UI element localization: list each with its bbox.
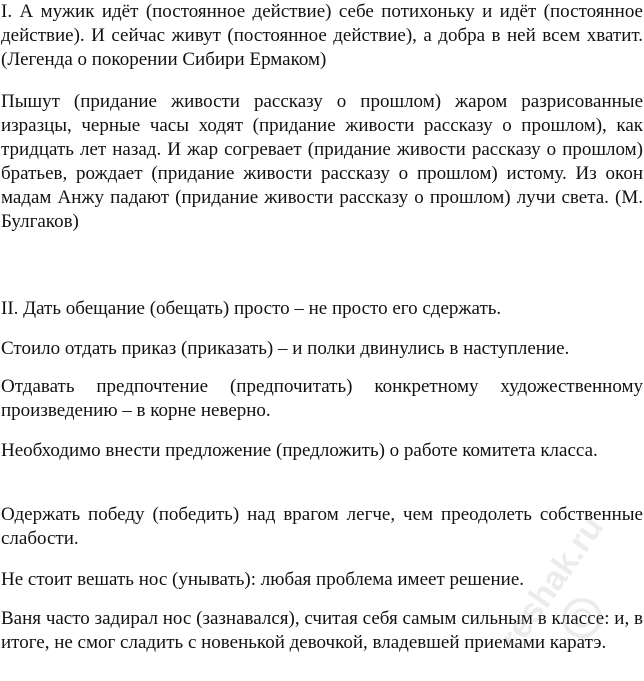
paragraph-section-one-intro: I. А мужик идёт (постоянное действие) себе потихоньку и идёт (постоянное действие). И сейчас живут (постоянное действие), а добра в ней всем хватит. (Легенда о покорении Сибири Ермаком) [1,1,643,70]
paragraph-victory-example: Одержать победу (победить) над врагом легче, чем преодолеть собственные слабости. [1,504,643,549]
paragraph-preference-example: Отдавать предпочтение (предпочитать) конкретному художественному произведению – в корне неверно. [1,376,643,421]
paragraph-bulgakov-example: Пышут (придание живости рассказу о прошлом) жаром разрисованные изразцы, черные часы ходят (придание живости рассказу о прошлом), как тридцать лет назад. И жар согревает (придание живости рассказу о прошлом) братьев, рождает (придание живости рассказу о прошлом) истому. Из окон мадам Анжу падают (придание живости рассказу о прошлом) лучи света. (М. Булгаков) [1,91,643,232]
paragraph-nose-example: Не стоит вешать нос (унывать): любая проблема имеет решение. [1,569,525,590]
paragraph-vanya-example: Ваня часто задирал нос (зазнавался), считая себя самым сильным в классе: и, в итоге, не смог сладить с новенькой девочкой, владевшей приемами каратэ. [1,608,643,653]
svg-text:reshak.ru: reshak.ru [492,509,612,657]
paragraph-section-two-intro: II. Дать обещание (обещать) просто – не просто его сдержать. [1,298,502,319]
paragraph-proposal-example: Необходимо внести предложение (предложить) о работе комитета класса. [1,440,598,461]
paragraph-order-example: Стоило отдать приказ (приказать) – и полки двинулись в наступление. [1,338,570,359]
